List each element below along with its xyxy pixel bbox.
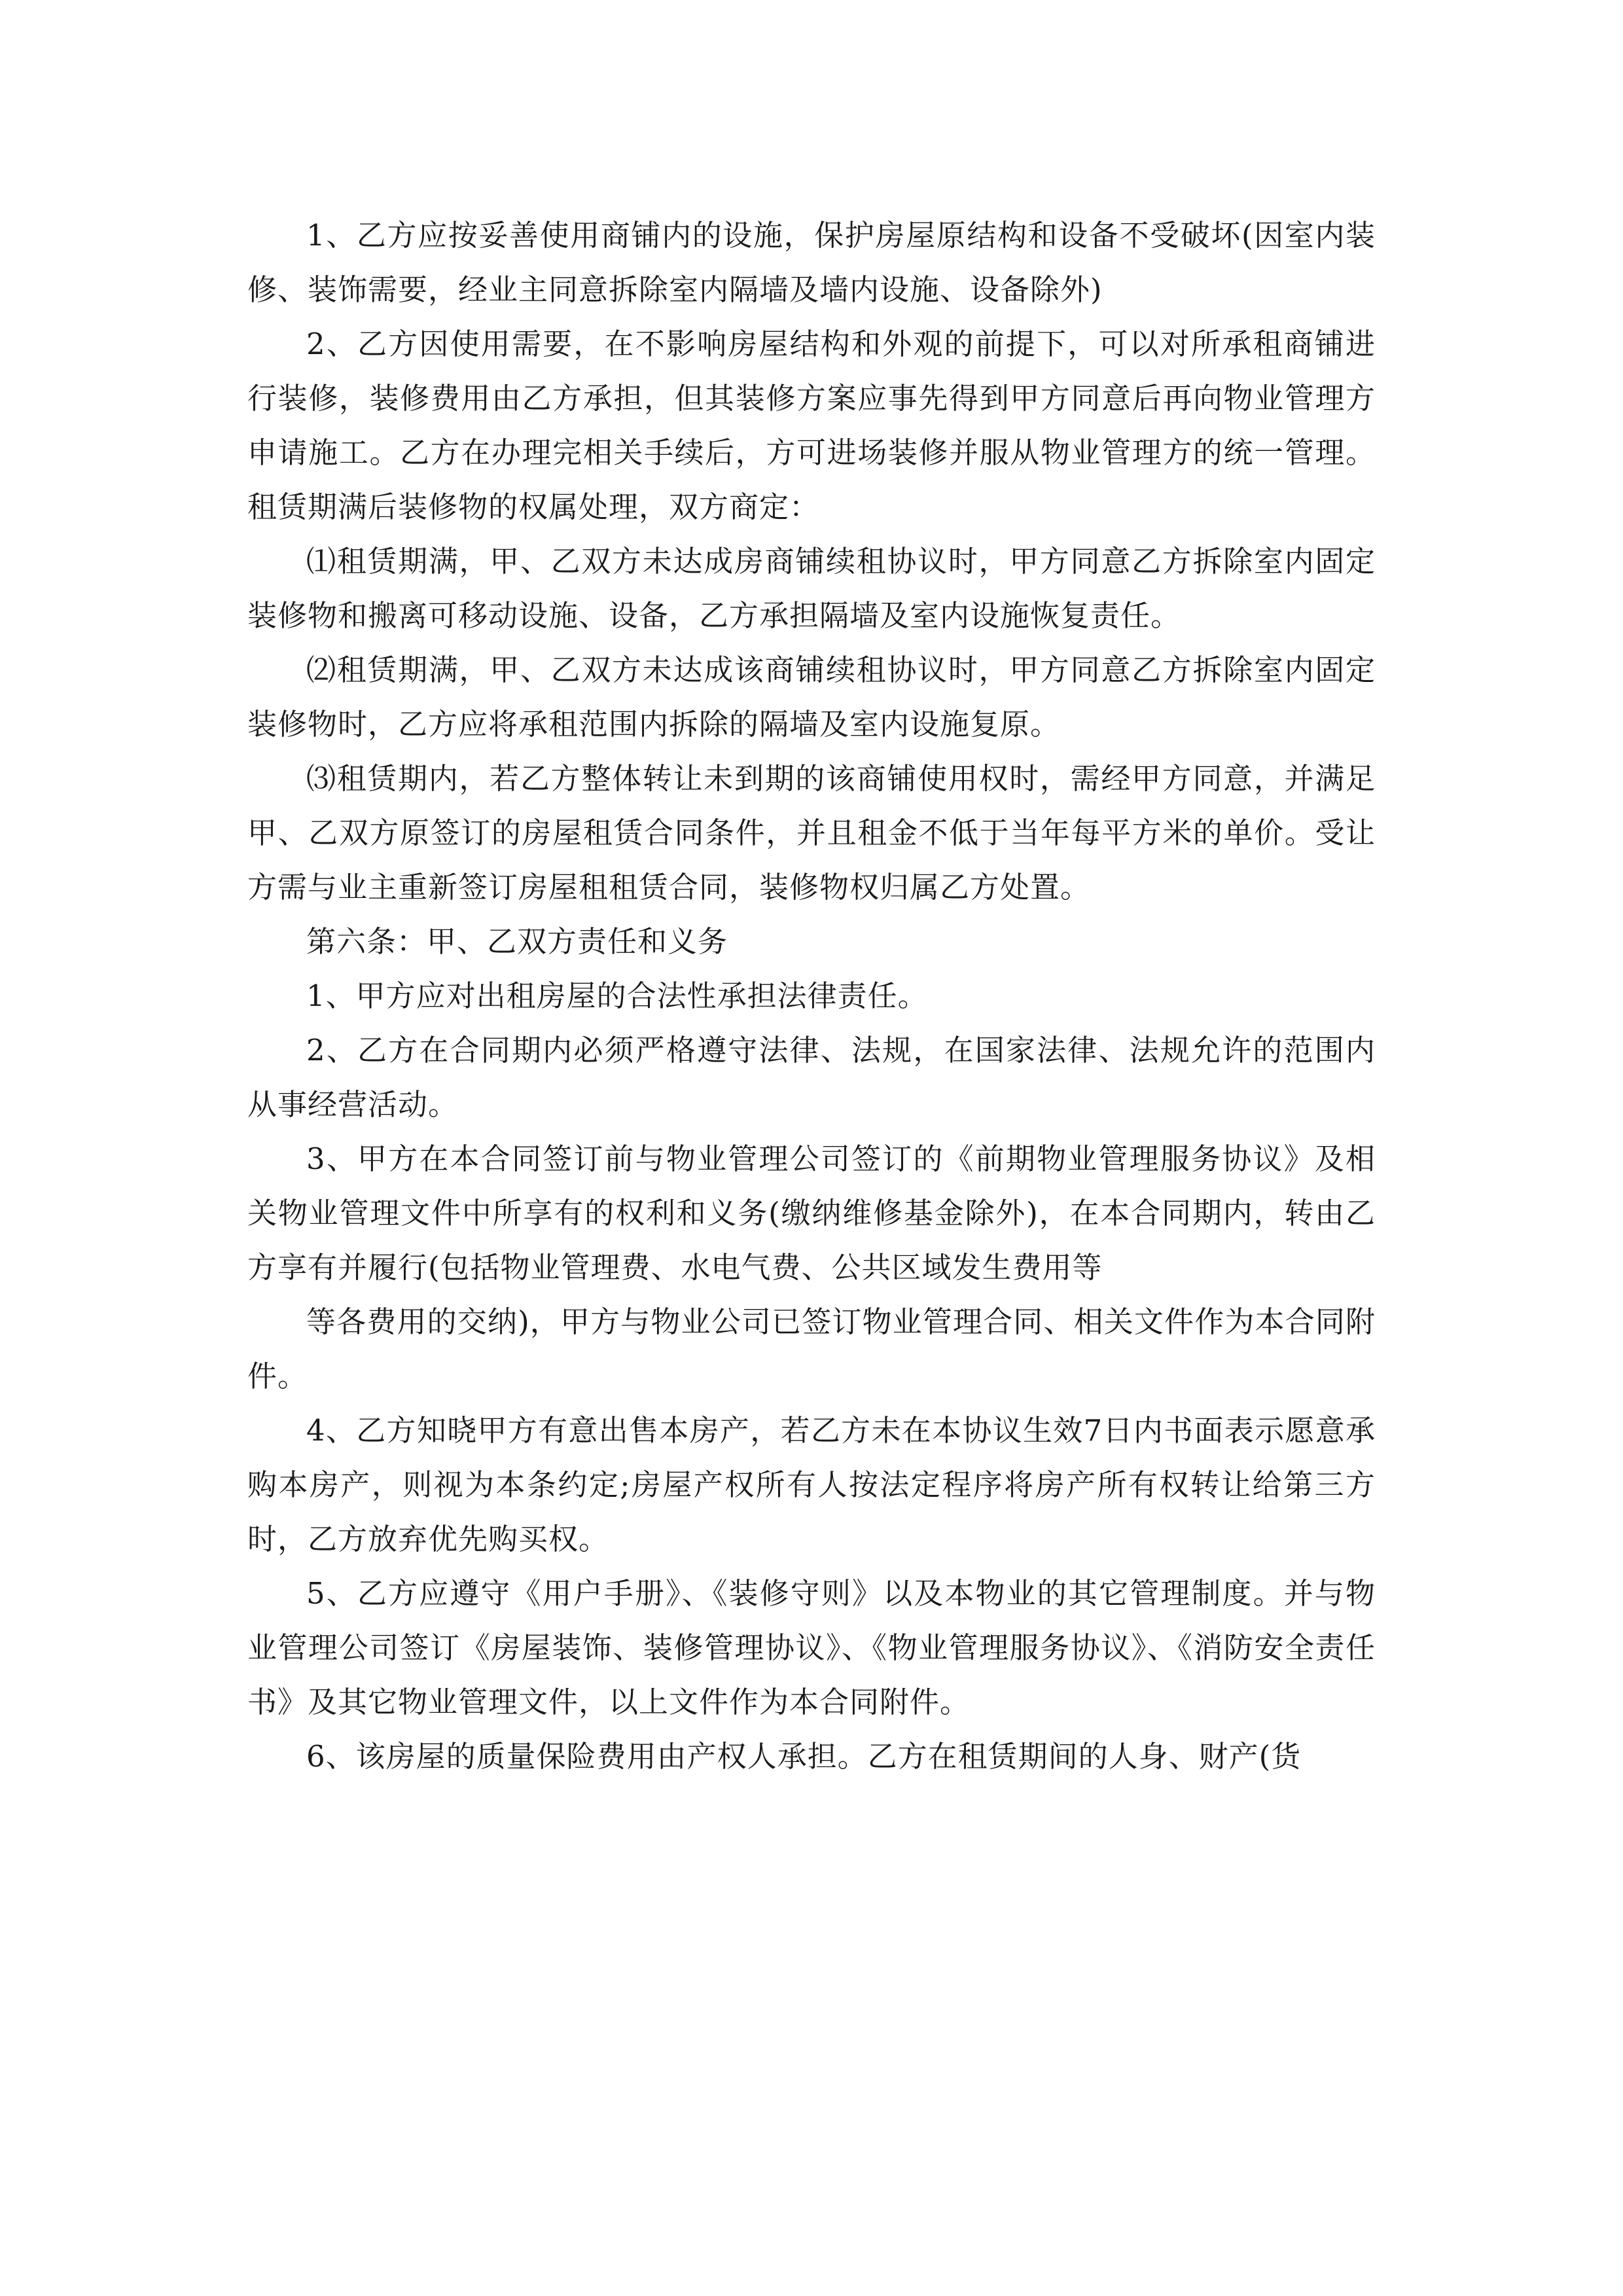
paragraph-subclause-1: ⑴租赁期满，甲、乙双方未达成房商铺续租协议时，甲方同意乙方拆除室内固定装修物和搬离可移动设施、设备，乙方承担隔墙及室内设施恢复责任。 (247, 544, 1376, 633)
paragraph-clause-1: 1、乙方应按妥善使用商铺内的设施，保护房屋原结构和设备不受破坏(因室内装修、装饰需要，经业主同意拆除室内隔墙及墙内设施、设备除外) (247, 218, 1376, 307)
paragraph-article-6-item-2: 2、乙方在合同期内必须严格遵守法律、法规，在国家法律、法规允许的范围内从事经营活动。 (247, 1033, 1376, 1122)
paragraph-clause-2: 2、乙方因使用需要，在不影响房屋结构和外观的前提下，可以对所承租商铺进行装修，装修费用由乙方承担，但其装修方案应事先得到甲方同意后再向物业管理方申请施工。乙方在办理完相关手续后，方可进场装修并服从物业管理方的统一管理。租赁期满后装修物的权属处理，双方商定： (247, 327, 1376, 524)
section-heading-article-6: 第六条：甲、乙双方责任和义务 (306, 924, 728, 959)
paragraph-article-6-item-6: 6、该房屋的质量保险费用由产权人承担。乙方在租赁期间的人身、财产(货 (306, 1739, 1302, 1774)
paragraph-article-6-item-3: 3、甲方在本合同签订前与物业管理公司签订的《前期物业管理服务协议》及相关物业管理文件中所享有的权利和义务(缴纳维修基金除外)，在本合同期内，转由乙方享有并履行(包括物业管理费、水电气费、公共区域发生费用等 (247, 1141, 1376, 1285)
paragraph-article-6-item-1: 1、甲方应对出租房屋的合法性承担法律责任。 (306, 978, 928, 1013)
paragraph-article-6-item-4: 4、乙方知晓甲方有意出售本房产，若乙方未在本协议生效7日内书面表示愿意承购本房产，则视为本条约定;房屋产权所有人按法定程序将房产所有权转让给第三方时，乙方放弃优先购买权。 (247, 1413, 1376, 1556)
document-body (247, 208, 1376, 1784)
paragraph-subclause-2: ⑵租赁期满，甲、乙双方未达成该商铺续租协议时，甲方同意乙方拆除室内固定装修物时，乙方应将承租范围内拆除的隔墙及室内设施复原。 (247, 653, 1376, 742)
paragraph-article-6-item-5: 5、乙方应遵守《用户手册》、《装修守则》以及本物业的其它管理制度。并与物业管理公司签订《房屋装饰、装修管理协议》、《物业管理服务协议》、《消防安全责任书》及其它物业管理文件，以上文件作为本合同附件。 (247, 1576, 1376, 1719)
paragraph-article-6-item-3-continued: 等各费用的交纳)，甲方与物业公司已签订物业管理合同、相关文件作为本合同附件。 (247, 1304, 1376, 1393)
paragraph-subclause-3: ⑶租赁期内，若乙方整体转让未到期的该商铺使用权时，需经甲方同意，并满足甲、乙双方原签订的房屋租赁合同条件，并且租金不低于当年每平方米的单价。受让方需与业主重新签订房屋租租赁合同，装修物权归属乙方处置。 (247, 761, 1376, 905)
